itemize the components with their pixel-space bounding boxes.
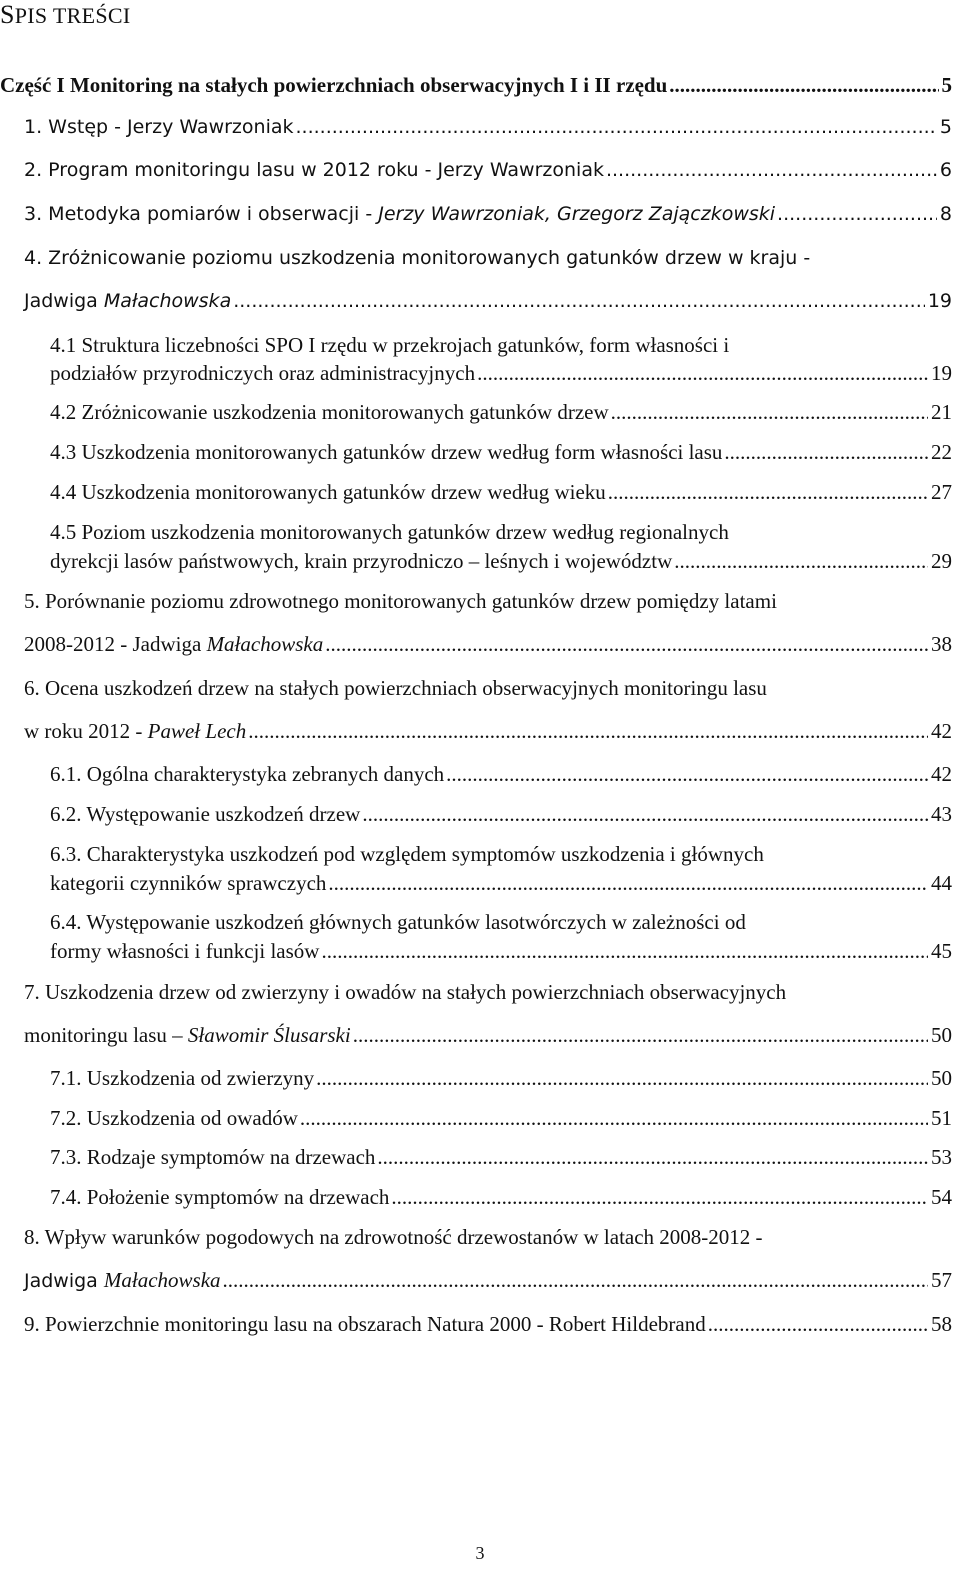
- toc-leader: [777, 199, 937, 229]
- toc-leader: [362, 799, 928, 829]
- toc-entry-7[interactable]: [24, 1020, 952, 1050]
- toc-entry-4-line1[interactable]: 4. Zróżnicowanie poziomu uszkodzenia monitorowanych gatunków drzew w kraju -: [24, 247, 811, 269]
- toc-entry-text: Wstęp - Jerzy Wawrzoniak: [42, 116, 294, 138]
- toc-entry-7-1[interactable]: [50, 1063, 952, 1093]
- toc-page-number: 45: [931, 939, 952, 963]
- toc-entry-text: 4.2 Zróżnicowanie uszkodzenia monitorowanych gatunków drzew: [50, 400, 609, 424]
- toc-leader: [669, 70, 938, 100]
- toc-entry-6-3-line1[interactable]: 6.3. Charakterystyka uszkodzeń pod względem symptomów uszkodzenia i głównych: [50, 842, 764, 866]
- toc-page-number: 19: [931, 361, 952, 385]
- toc-entry-author: Jerzy Wawrzoniak, Grzegorz Zajączkowski: [378, 203, 776, 225]
- toc-entry-text: 7.2. Uszkodzenia od owadów: [50, 1106, 298, 1130]
- toc-entry-6-1[interactable]: [50, 759, 952, 789]
- toc-leader: [391, 1182, 928, 1212]
- toc-leader: [296, 112, 937, 142]
- toc-page-number: 42: [931, 762, 952, 786]
- toc-page-number: 21: [931, 400, 952, 424]
- toc-entry-part1[interactable]: [0, 70, 952, 100]
- toc-entry-author: Małachowska: [206, 632, 324, 656]
- toc-entry-6-4[interactable]: [50, 936, 952, 966]
- toc-entry-text: monitoringu lasu –: [24, 1023, 188, 1047]
- toc-entry-7-line1[interactable]: 7. Uszkodzenia drzew od zwierzyny i owadów na stałych powierzchniach obserwacyjnych: [24, 980, 787, 1004]
- toc-entry-text: podziałów przyrodniczych oraz administracyjnych: [50, 361, 476, 385]
- toc-entry-text: 2008-2012 - Jadwiga: [24, 632, 207, 656]
- toc-entry-text: Jadwiga: [24, 1270, 104, 1292]
- toc-entry-author: Małachowska: [103, 1268, 221, 1292]
- toc-entry-4-5[interactable]: [50, 546, 952, 576]
- toc-leader: [328, 868, 928, 898]
- toc-entry-6-4-line1[interactable]: 6.4. Występowanie uszkodzeń głównych gatunków lasotwórczych w zależności od: [50, 910, 746, 934]
- toc-page-number: 50: [931, 1023, 952, 1047]
- toc-entry-text: w roku 2012 -: [24, 719, 148, 743]
- toc-entry-author: Małachowska: [103, 290, 232, 312]
- toc-entry-text: Część I Monitoring na stałych powierzchniach obserwacyjnych I i II rzędu: [0, 73, 668, 97]
- toc-leader: [477, 358, 928, 388]
- toc-leader: [248, 716, 928, 746]
- toc-entry-1[interactable]: [24, 112, 952, 142]
- toc-entry-text: dyrekcji lasów państwowych, krain przyrodniczo – leśnych i województw: [50, 549, 673, 573]
- toc-page-number: 6: [939, 159, 952, 181]
- toc-entry-7-2[interactable]: [50, 1103, 952, 1133]
- toc-leader: [233, 286, 925, 316]
- toc-page-number: 29: [931, 549, 952, 573]
- toc-entry-num: 2.: [24, 159, 43, 181]
- toc-leader: [325, 629, 928, 659]
- toc-heading-rest: PIS TREŚCI: [14, 3, 131, 28]
- toc-entry-text: 4.4 Uszkodzenia monitorowanych gatunków drzew według wieku: [50, 480, 606, 504]
- toc-leader: [377, 1142, 928, 1172]
- toc-leader: [223, 1265, 928, 1295]
- toc-entry-2[interactable]: [24, 155, 952, 185]
- toc-entry-4-3[interactable]: [50, 437, 952, 467]
- toc-entry-text: 6.2. Występowanie uszkodzeń drzew: [50, 802, 361, 826]
- toc-leader: [353, 1020, 928, 1050]
- toc-entry-4[interactable]: [24, 286, 952, 316]
- toc-page-number: 19: [927, 290, 952, 312]
- toc-entry-6-3[interactable]: [50, 868, 952, 898]
- toc-leader: [316, 1063, 928, 1093]
- toc-entry-text: 9. Powierzchnie monitoringu lasu na obszarach Natura 2000 - Robert Hildebrand: [24, 1312, 706, 1336]
- toc-page-number: 44: [931, 871, 952, 895]
- toc-leader: [608, 477, 928, 507]
- toc-entry-text: 6.1. Ogólna charakterystyka zebranych danych: [50, 762, 445, 786]
- toc-entry-4-1[interactable]: [50, 358, 952, 388]
- page-number: 3: [475, 1543, 485, 1563]
- toc-entry-num: 1.: [24, 116, 43, 138]
- toc-page-number: 43: [931, 802, 952, 826]
- toc-entry-6[interactable]: [24, 716, 952, 746]
- toc-page-number: 27: [931, 480, 952, 504]
- toc-leader: [606, 155, 937, 185]
- toc-page-number: 22: [931, 440, 952, 464]
- toc-entry-author: Sławomir Ślusarski: [187, 1023, 351, 1047]
- toc-entry-text: 7.3. Rodzaje symptomów na drzewach: [50, 1145, 376, 1169]
- toc-entry-4-4[interactable]: [50, 477, 952, 507]
- toc-entry-6-2[interactable]: [50, 799, 952, 829]
- toc-entry-8-line1[interactable]: 8. Wpływ warunków pogodowych na zdrowotność drzewostanów w latach 2008-2012 -: [24, 1225, 763, 1249]
- toc-entry-text: Jadwiga: [24, 290, 104, 312]
- toc-entry-9[interactable]: [24, 1309, 952, 1339]
- toc-entry-text: Metodyka pomiarów i obserwacji -: [42, 203, 379, 225]
- toc-entry-text: Program monitoringu lasu w 2012 roku - Jerzy Wawrzoniak: [42, 159, 604, 181]
- toc-entry-5[interactable]: [24, 629, 952, 659]
- toc-leader: [446, 759, 928, 789]
- toc-entry-text: kategorii czynników sprawczych: [50, 871, 327, 895]
- toc-heading-initial: S: [0, 0, 15, 29]
- toc-page-number: 57: [931, 1268, 952, 1292]
- toc-page-number: 54: [931, 1185, 952, 1209]
- toc-page-number: 50: [931, 1066, 952, 1090]
- toc-leader: [321, 936, 928, 966]
- toc-entry-7-4[interactable]: [50, 1182, 952, 1212]
- toc-page-number: 42: [931, 719, 952, 743]
- toc-page-number: 38: [931, 632, 952, 656]
- toc-entry-6-line1[interactable]: 6. Ocena uszkodzeń drzew na stałych powierzchniach obserwacyjnych monitoringu lasu: [24, 676, 767, 700]
- toc-entry-text: 7.1. Uszkodzenia od zwierzyny: [50, 1066, 315, 1090]
- toc-entry-5-line1[interactable]: 5. Porównanie poziomu zdrowotnego monitorowanych gatunków drzew pomiędzy latami: [24, 589, 777, 613]
- toc-entry-7-3[interactable]: [50, 1142, 952, 1172]
- toc-entry-author: Paweł Lech: [147, 719, 247, 743]
- toc-entry-num: 3.: [24, 203, 43, 225]
- toc-page-number: 8: [939, 203, 952, 225]
- toc-entry-3[interactable]: [24, 199, 952, 229]
- toc-entry-text: 4.3 Uszkodzenia monitorowanych gatunków drzew według form własności lasu: [50, 440, 723, 464]
- toc-entry-4-5-line1[interactable]: 4.5 Poziom uszkodzenia monitorowanych gatunków drzew według regionalnych: [50, 520, 729, 544]
- toc-entry-8[interactable]: [24, 1265, 952, 1295]
- toc-page-number: 58: [931, 1312, 952, 1336]
- toc-entry-4-2[interactable]: [50, 397, 952, 427]
- toc-leader: [300, 1103, 928, 1133]
- toc-leader: [708, 1309, 928, 1339]
- toc-page-number: 5: [941, 73, 952, 97]
- toc-leader: [674, 546, 928, 576]
- toc-page-number: 51: [931, 1106, 952, 1130]
- toc-page-number: 53: [931, 1145, 952, 1169]
- toc-heading: [0, 0, 130, 30]
- toc-leader: [724, 437, 928, 467]
- toc-page-number: 5: [939, 116, 952, 138]
- toc-entry-text: formy własności i funkcji lasów: [50, 939, 320, 963]
- toc-entry-text: 7.4. Położenie symptomów na drzewach: [50, 1185, 390, 1209]
- toc-leader: [611, 397, 928, 427]
- toc-entry-4-1-line1[interactable]: 4.1 Struktura liczebności SPO I rzędu w przekrojach gatunków, form własności i: [50, 333, 730, 357]
